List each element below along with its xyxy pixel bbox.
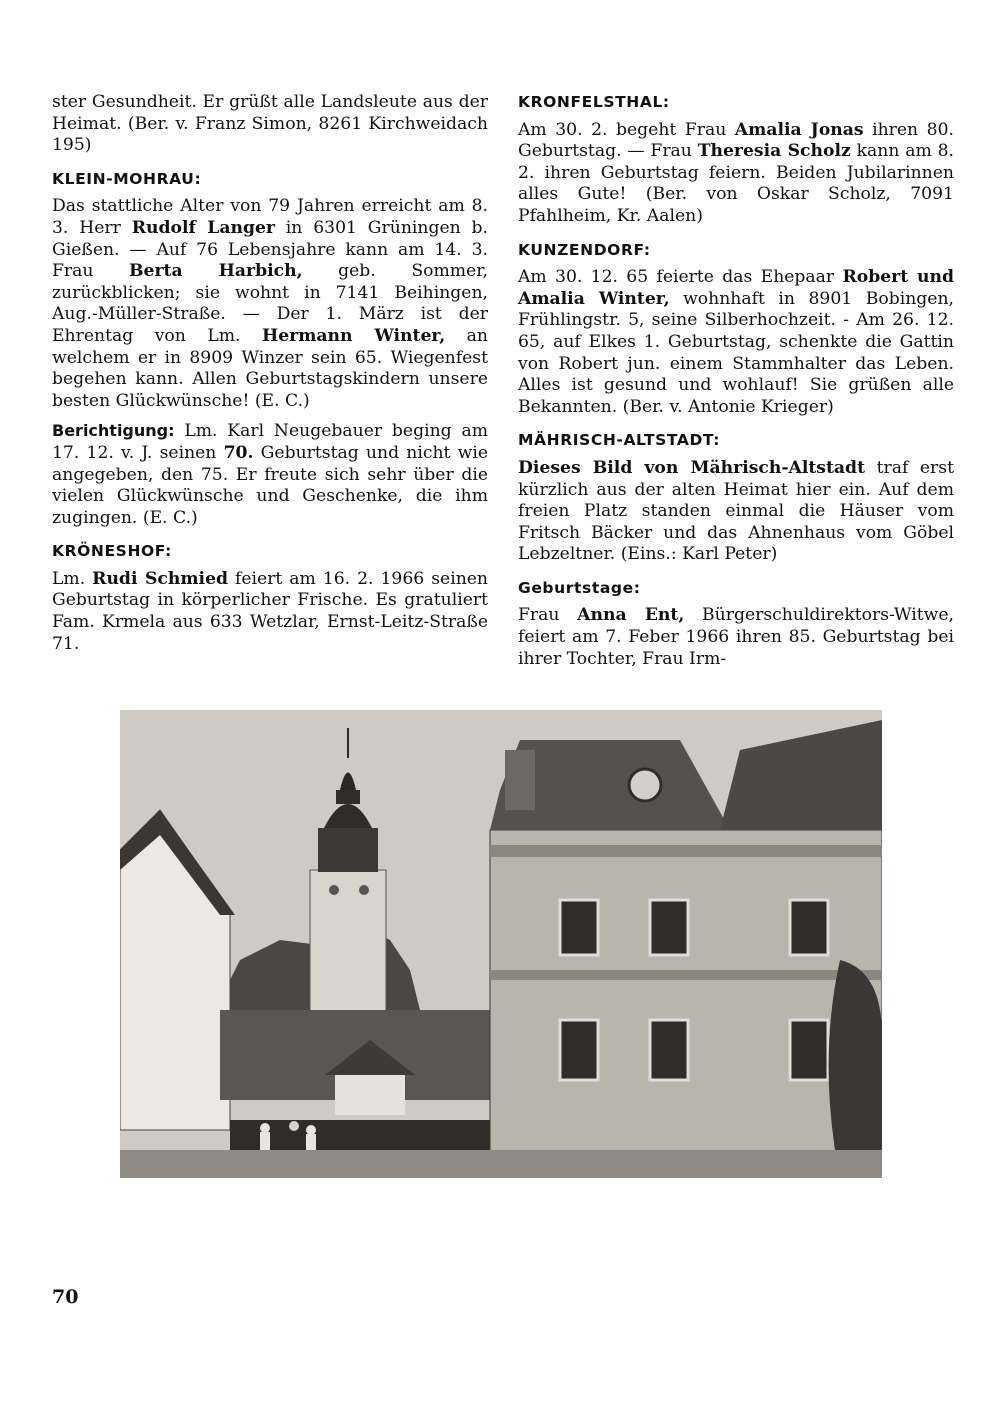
town-square [120,1150,882,1178]
heading-geburtstage: Geburtstage: [518,578,641,597]
geburtstage-paragraph: Frau Anna Ent, Bürgerschuldirektors-Witwe, feiert am 7. Feber 1966 ihren 85. Geburtstag bei ihrer Tochter, Frau Irm- [518,605,955,669]
heading-klein-mohrau: KLEIN-MOHRAU: [52,169,202,188]
kroneshof-paragraph: Lm. Rudi Schmied feiert am 16. 2. 1966 seinen Geburtstag in körperlicher Frische. Es gratuliert Fam. Krmela aus 633 Wetzlar, Ernst-Leitz-Straße 71. [52,568,489,654]
left-column [52,92,488,663]
name-hermann-winter: Hermann Winter, [261,325,446,346]
maehrisch-altstadt-paragraph: Dieses Bild von Mährisch-Altstadt traf erst kürzlich aus der alten Heimat hier ein. Auf dem freien Platz standen einmal die Häuser vom Fritsch Bäcker und das Ahnenhaus vom Göbel Lebzeltner. (Eins.: Karl Peter) [518,457,955,565]
name-berta-harbich: Berta Harbich, [129,261,303,282]
berichtigung-paragraph: Berichtigung: Lm. Karl Neugebauer beging am 17. 12. v. J. seinen 70. Geburtstag und nicht wie angegeben, den 75. Er freute sich sehr über die vielen Glückwünsche und Geschenke, die ihm zugingen. (E. C.) [52,421,489,528]
name-anna-ent: Anna Ent, [577,605,685,626]
name-rudolf-langer: Rudolf Langer [131,217,275,238]
kronfelsthal-paragraph: Am 30. 2. begeht Frau Amalia Jonas ihren 80. Geburtstag. — Frau Theresia Scholz kann am 8. 2. ihren Geburtstag feiern. Beiden Jubilarinnen alles Gute! (Ber. von Oskar Scholz, 7091 Pfahlheim, Kr. Aalen) [518,119,955,226]
heading-maehrisch-altstadt: MÄHRISCH-ALTSTADT: [518,431,721,450]
town-photo [120,710,882,1178]
heading-kroneshof: KRÖNESHOF: [52,542,172,561]
name-rudi-schmied: Rudi Schmied [92,568,229,589]
kunzendorf-paragraph: Am 30. 12. 65 feierte das Ehepaar Robert und Amalia Winter, wohnhaft in 8901 Bobingen, Frühlingstr. 5, seine Silberhochzeit. - Am 26. 12. 65, auf Elkes 1. Geburtstag, schenkte die Gattin von Robert jun. einem Stammhalter das Leben. Alles ist gesund und wohlauf! Sie grüßen alle Bekannten. (Ber. v. Antonie Krieger) [518,267,954,417]
right-column [518,92,954,678]
intro-paragraph: ster Gesundheit. Er grüßt alle Landsleute aus der Heimat. (Ber. v. Franz Simon, 8261 Kirchweidach 195) [52,92,488,156]
small-white-house [335,1075,405,1115]
name-robert-amalia-winter: Robert und Amalia Winter, [518,267,954,309]
berichtigung-label: Berichtigung: [52,421,175,441]
heading-kronfelsthal: KRONFELSTHAL: [518,93,670,111]
name-amalia-jonas: Amalia Jonas [734,119,864,140]
klein-mohrau-paragraph: Das stattliche Alter von 79 Jahren erreicht am 8. 3. Herr Rudolf Langer in 6301 Grüningen b. Gießen. — Auf 76 Lebensjahre kann am 14. 3. Frau Berta Harbich, geb. Sommer, zurückblicken; sie wohnt in 7141 Beihingen, Aug.-Müller-Straße. — Der 1. März ist der Ehrentag von Lm. Hermann Winter, an welchem er in 8909 Winzer sein 65. Wiegenfest begehen kann. Allen Geburtstagskindern unsere besten Glückwünsche! (E. C.) [52,196,488,411]
heading-kunzendorf: KUNZENDORF: [518,240,651,259]
page-number: 70 [52,1286,79,1308]
town-photo-illustration [120,710,882,1178]
large-building [490,720,882,1160]
name-theresia-scholz: Theresia Scholz [697,141,851,162]
